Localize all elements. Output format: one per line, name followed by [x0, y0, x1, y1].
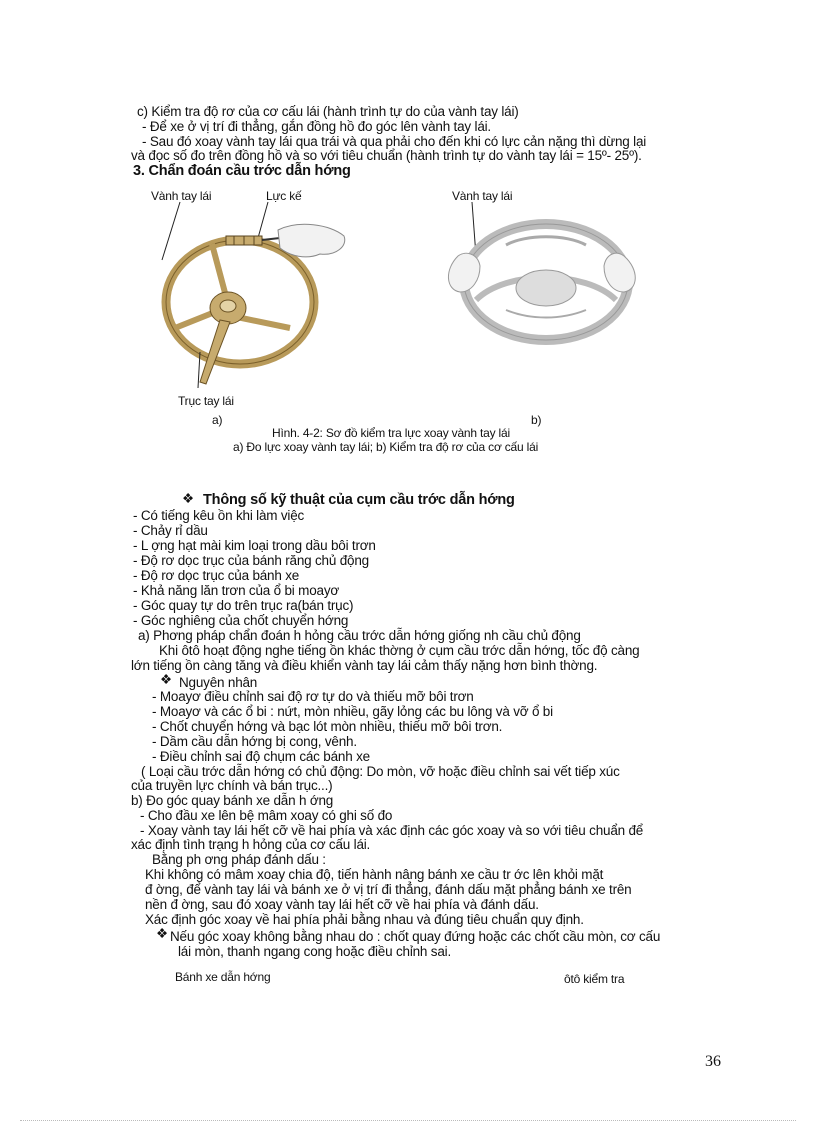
causes-item-2: - Chốt chuyển hớng và bạc lót mòn nhiều, thiếu mỡ bôi trơn. [152, 719, 503, 734]
causes-note-line-1: ( Loại cầu trớc dẫn hớng có chủ động: Do mòn, vỡ hoặc điều chỉnh sai vết tiếp xúc [141, 764, 620, 779]
figure-label-shaft: Trục tay lái [178, 394, 234, 408]
part-b-line-9: Nếu góc xoay không bằng nhau do : chốt quay đứng hoặc các chốt cầu mòn, cơ cấu [170, 929, 661, 944]
figure-label-a: a) [212, 413, 223, 427]
part-b-line-6: đ ờng, để vành tay lái và bánh xe ở vị trí đi thẳng, đánh dấu mặt phẳng bánh xe trên [145, 882, 632, 897]
figure-label-rim-b: Vành tay lái [452, 189, 513, 203]
specs-bullet-icon: ❖ [182, 491, 194, 506]
causes-item-0: - Moayơ điều chỉnh sai độ rơ tự do và thiếu mỡ bôi trơn [152, 689, 474, 704]
part-a-paragraph-line-2: lớn tiếng ồn càng tăng và điều khiển vành tay lái cảm thấy nặng hơn bình thờng. [131, 658, 598, 673]
specs-item-1: - Chảy rỉ dầu [133, 523, 208, 538]
part-b-line-2: - Xoay vành tay lái hết cỡ về hai phía và xác định các góc xoay và so với tiêu chuẩn để [140, 823, 644, 838]
part-b-line-7: nền đ ờng, sau đó xoay vành tay lái hết cỡ về hai phía và đánh dấu. [145, 897, 539, 912]
specs-item-2: - L ợng hạt mài kim loại trong dầu bôi trơn [133, 538, 376, 553]
specs-item-7: - Góc nghiêng của chốt chuyển hớng [133, 613, 349, 628]
part-b-line-10: lái mòn, thanh ngang cong hoặc điều chỉnh sai. [178, 944, 452, 959]
page-bottom-divider [20, 1120, 796, 1121]
part-a-title: a) Phơng pháp chẩn đoán h hỏng cầu trớc dẫn hớng giống nh cầu chủ động [138, 628, 581, 643]
section-c-line-2: - Sau đó xoay vành tay lái qua trái và qua phải cho đến khi có lực cản nặng thì dừng lại [142, 134, 647, 149]
part-b-line-1: - Cho đầu xe lên bệ mâm xoay có ghi số đo [140, 808, 393, 823]
specs-item-4: - Độ rơ dọc trục của bánh xe [133, 568, 300, 583]
steering-wheel-play-illustration [436, 200, 651, 350]
part-b-line-8: Xác định góc xoay về hai phía phải bằng nhau và đúng tiêu chuẩn quy định. [145, 912, 584, 927]
section-c-line-1: - Để xe ở vị trí đi thẳng, gắn đồng hồ đo góc lên vành tay lái. [142, 119, 491, 134]
bottom-label-steered-wheel: Bánh xe dẫn hớng [175, 970, 271, 984]
part-b-bullet-icon: ❖ [156, 926, 168, 941]
section-c-line-3: và đọc số đo trên đồng hồ và so với tiêu chuẩn (hành trình tự do vành tay lái = 15º- 25º). [131, 148, 642, 163]
causes-note-line-2: của truyền lực chính và bán trục...) [131, 778, 333, 793]
steering-wheel-force-illustration [140, 200, 370, 400]
specs-item-3: - Độ rơ dọc trục của bánh răng chủ động [133, 553, 369, 568]
causes-item-4: - Điều chỉnh sai độ chụm các bánh xe [152, 749, 370, 764]
figure-label-rim-a: Vành tay lái [151, 189, 212, 203]
part-b-line-5: Khi không có mâm xoay chia độ, tiến hành nâng bánh xe cầu tr ớc lên khỏi mặt [145, 867, 604, 882]
page-number: 36 [705, 1053, 721, 1070]
causes-item-1: - Moayơ và các ổ bi : nứt, mòn nhiều, gãy lỏng các bu lông và vỡ ổ bi [152, 704, 553, 719]
section-c-title: c) Kiểm tra độ rơ của cơ cấu lái (hành trình tự do của vành tay lái) [137, 104, 519, 119]
causes-item-3: - Dầm cầu dẫn hớng bị cong, vênh. [152, 734, 357, 749]
specs-item-5: - Khả năng lăn trơn của ổ bi moayơ [133, 583, 340, 598]
part-b-title: b) Đo góc quay bánh xe dẫn h ớng [131, 793, 334, 808]
part-b-line-3: xác định tình trạng h hỏng của cơ cấu lái. [131, 837, 371, 852]
figure-caption-1: Hình. 4-2: Sơ đồ kiểm tra lực xoay vành tay lái [272, 426, 510, 440]
figure-caption-2: a) Đo lực xoay vành tay lái; b) Kiểm tra độ rơ của cơ cấu lái [233, 440, 539, 454]
specs-title: Thông số kỹ thuật của cụm cầu trớc dẫn hớng [203, 492, 515, 508]
bottom-label-test-vehicle: ôtô kiểm tra [564, 972, 625, 986]
specs-item-0: - Có tiếng kêu ồn khi làm việc [133, 508, 305, 523]
part-b-line-4: Bằng ph ơng pháp đánh dấu : [152, 852, 326, 867]
causes-bullet-icon: ❖ [160, 672, 172, 687]
figure-label-force-gauge: Lực kế [266, 189, 302, 203]
specs-item-6: - Góc quay tự do trên trục ra(bán trục) [133, 598, 354, 613]
part-a-paragraph-line-1: Khi ôtô hoạt động nghe tiếng ồn khác thờng ở cụm cầu trớc dẫn hớng, tốc độ càng [159, 643, 640, 658]
causes-title: Nguyên nhân [179, 675, 258, 690]
figure-label-b: b) [531, 413, 542, 427]
section-3-title: 3. Chẩn đoán cầu trớc dẫn hớng [133, 163, 351, 179]
